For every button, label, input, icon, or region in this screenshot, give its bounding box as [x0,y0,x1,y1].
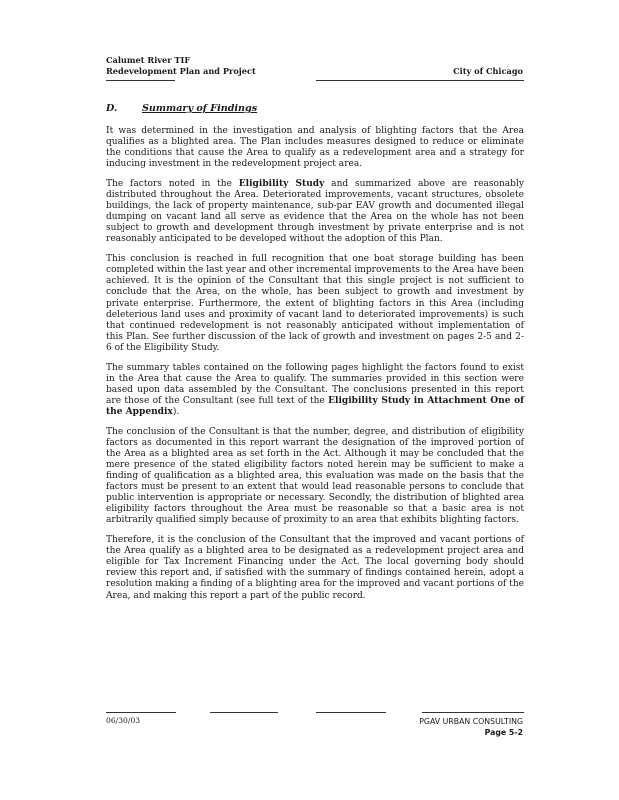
paragraph-1: It was determined in the investigation and analysis of blighting factors that the Area qualifies as a blighted area. The Plan includes measures designed to reduce or eliminate the conditions that cause the Area to qualify as a redevelopment area and a strategy for inducing investment in the redevelopment project area. [106,126,524,170]
header-project-name: Calumet River TIF [106,55,191,65]
footer-date: 06/30/03 [106,716,141,725]
footer-firm: PGAV URBAN CONSULTING [419,717,523,726]
header-rule-right [316,80,524,81]
paragraph-6: Therefore, it is the conclusion of the Consultant that the improved and vacant portions of the Area qualify as a blighted area to be designated as a redevelopment project area and eligible for Tax Increment Financing under the Act. The local governing body should review this report and, if satisfied with the summary of findings contained herein, adopt a resolution making a finding of a blighting area for the improved and vacant portions of the Area, and making this report a part of the public record. [106,535,524,601]
eligibility-study-ref: Eligibility Study [238,178,325,189]
paragraph-5: The conclusion of the Consultant is that the number, degree, and distribution of eligibility factors as documented in this report warrant the designation of the improved portion of the Area as a blighted area as set forth in the Act. Although it may be concluded that the mere presence of the stated eligibility factors noted herein may be sufficient to make a finding of qualification as a blighted area, this evaluation was made on the basis that the factors must be present to an extent that would lead reasonable persons to conclude that public intervention is appropriate or necessary. Secondly, the distribution of blighted area eligibility factors throughout the Area must be reasonable so that a basic area is not arbitrarily qualified simply because of proximity to an area that exhibits blighting factors. [106,426,524,526]
header-rule-left [106,80,175,81]
footer-info [419,716,523,738]
section-letter: D. [106,103,118,114]
paragraph-2-text-cont: and summarized above are reasonably distributed throughout the Area. Deteriorated improvements, vacant structures, obsolete buildings, the lack of property maintenance, sub-par EAV growth and documented illegal dumping on vacant land all serve as evidence that the Area on the whole has not been subject to growth and development through investment by private enterprise and is not reasonably anticipated to be developed without the adoption of this Plan. [106,178,524,245]
footer-rule-2 [210,712,278,713]
footer-rule-4 [422,712,524,713]
body-text [106,126,524,610]
attachment-ref: Eligibility Study in Attachment One of the Appendix [106,395,524,417]
paragraph-2-text: The factors noted in the [106,178,239,189]
section-heading [106,103,257,114]
paragraph-4 [106,363,524,418]
paragraph-2 [106,179,524,246]
paragraph-4-text-cont: ). [172,406,180,417]
header-project-subtitle: Redevelopment Plan and Project [106,66,256,76]
paragraph-3: This conclusion is reached in full recognition that one boat storage building has been completed within the last year and other incremental improvements to the Area have been achieved. It is the opinion of the Consultant that this single project is not sufficient to conclude that the Area, on the whole, has been subject to growth and investment by private enterprise. Furthermore, the extent of blighting factors in this Area (including deleterious land uses and proximity of vacant land to deteriorated improvements) is such that continued redevelopment is not reasonably anticipated without implementation of this Plan. See further discussion of the lack of growth and investment on pages 2-5 and 2-6 of the Eligibility Study. [106,254,524,353]
section-title: Summary of Findings [142,103,258,114]
footer-rule-3 [316,712,386,713]
document-header [106,55,256,77]
footer-page-number: Page 5-2 [484,728,523,737]
paragraph-4-text: The summary tables contained on the following pages highlight the factors found to exist in the Area that cause the Area to qualify. The summaries provided in this section were based upon data assembled by the Consultant. The conclusions presented in this report are those of the Consultant (see full text of the [106,362,524,406]
header-city: City of Chicago [453,66,523,76]
footer-rule-1 [106,712,176,713]
